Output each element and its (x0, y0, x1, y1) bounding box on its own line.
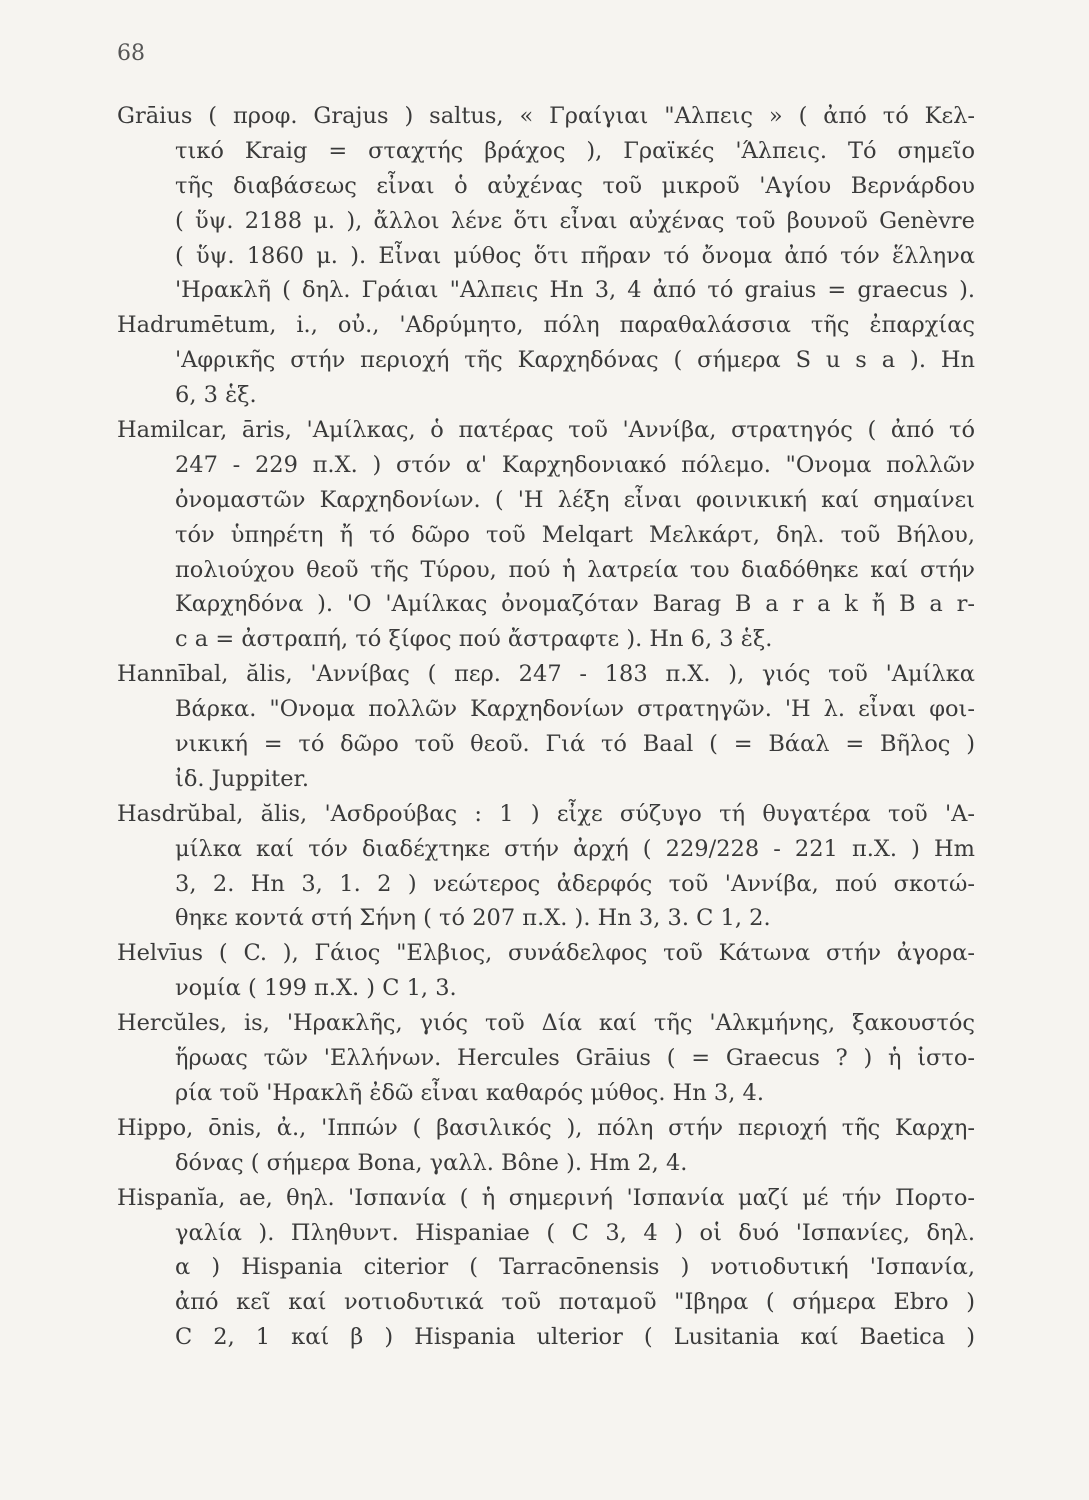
entry-continuation-line: ( ὕψ. 2188 μ. ), ἄλλοι λένε ὅτι εἶναι αὐχένας τοῦ βουνοῦ Genèvre (175, 207, 975, 234)
entry-headword-line: Grāius ( προφ. Grajus ) saltus, « Γραίγιαι "Αλπεις » ( ἀπό τό Κελ- (117, 103, 975, 129)
entry-headword-line: Hadrumētum, i., οὐ., 'Αδρύμητο, πόλη παραθαλάσσια τῆς ἐπαρχίας (117, 312, 975, 339)
entry-continuation-line: θηκε κοντά στή Σήνη ( τό 207 π.Χ. ). Hn 3, 3. C 1, 2. (175, 905, 771, 932)
entry-continuation-line: 6, 3 ἑξ. (175, 382, 257, 409)
entry-headword-line: Helvīus ( C. ), Γάιος "Ελβιος, συνάδελφος τοῦ Κάτωνα στήν ἀγορα- (117, 940, 975, 967)
entry-continuation-line: ἀπό κεῖ καί νοτιοδυτικά τοῦ ποταμοῦ "Ιβηρα ( σήμερα Ebro ) (175, 1289, 975, 1316)
entry-continuation-line: πολιούχου θεοῦ τῆς Τύρου, πού ἡ λατρεία του διαδόθηκε καί στήν (175, 556, 975, 583)
entry-headword-line: Hamilcar, āris, 'Αμίλκας, ὁ πατέρας τοῦ 'Αννίβα, στρατηγός ( ἀπό τό (117, 417, 975, 444)
entry-continuation-line: γαλία ). Πληθυντ. Hispaniae ( C 3, 4 ) οἱ δυό 'Ισπανίες, δηλ. (175, 1219, 975, 1246)
entry-continuation-line: τόν ὑπηρέτη ἤ τό δῶρο τοῦ Melqart Μελκάρτ, δηλ. τοῦ Βήλου, (175, 521, 975, 548)
entry-continuation-line: μίλκα καί τόν διαδέχτηκε στήν ἀρχή ( 229/228 - 221 π.Χ. ) Hm (175, 835, 975, 862)
entry-continuation-line: ὀνομαστῶν Καρχηδονίων. ( 'Η λέξη εἶναι φοινικική καί σημαίνει (175, 486, 975, 513)
entry-continuation-line: ἰδ. Juppiter. (175, 765, 309, 792)
entry-headword-line: Hasdrŭbal, ălis, 'Ασδρούβας : 1 ) εἶχε σύζυγο τή θυγατέρα τοῦ 'Α- (117, 800, 975, 827)
entry-continuation-line: δόνας ( σήμερα Bona, γαλλ. Bône ). Hm 2, 4. (175, 1149, 688, 1176)
entry-continuation-line: 'Ηρακλῆ ( δηλ. Γράιαι "Αλπεις Hn 3, 4 ἀπό τό graius = graecus ). (175, 277, 975, 304)
entry-continuation-line: νικική = τό δῶρο τοῦ θεοῦ. Γιά τό Baal ( = Βάαλ = Βῆλος ) (175, 731, 975, 758)
entry-headword-line: Hispanĭa, ae, θηλ. 'Ισπανία ( ἡ σημερινή 'Ισπανία μαζί μέ τήν Πορτο- (117, 1184, 975, 1211)
entry-continuation-line: ( ὕψ. 1860 μ. ). Εἶναι μύθος ὅτι πῆραν τό ὄνομα ἀπό τόν ἕλληνα (175, 242, 975, 269)
entry-continuation-line: C 2, 1 καί β ) Hispania ulterior ( Lusitania καί Baetica ) (175, 1324, 975, 1351)
entry-continuation-line: ρία τοῦ 'Ηρακλῆ ἐδῶ εἶναι καθαρός μύθος. Hn 3, 4. (175, 1079, 765, 1106)
entry-continuation-line: 247 - 229 π.Χ. ) στόν α' Καρχηδονιακό πόλεμο. "Ονομα πολλῶν (175, 451, 975, 478)
entry-continuation-line: τῆς διαβάσεως εἶναι ὁ αὐχένας τοῦ μικροῦ 'Αγίου Βερνάρδου (175, 172, 975, 199)
entry-continuation-line: 3, 2. Hn 3, 1. 2 ) νεώτερος ἀδερφός τοῦ 'Αννίβα, πού σκοτώ- (175, 870, 975, 897)
entry-headword-line: Hannībal, ălis, 'Αννίβας ( περ. 247 - 183 π.Χ. ), γιός τοῦ 'Αμίλκα (117, 661, 975, 688)
entry-continuation-line: Βάρκα. "Ονομα πολλῶν Καρχηδονίων στρατηγῶν. 'Η λ. εἶναι φοι- (175, 696, 975, 723)
entry-continuation-line: ἥρωας τῶν 'Ελλήνων. Hercules Grāius ( = Graecus ? ) ἡ ἱστο- (175, 1045, 975, 1072)
entry-continuation-line: α ) Hispania citerior ( Tarracōnensis ) νοτιοδυτική 'Ισπανία, (175, 1254, 975, 1281)
page-number: 68 (117, 41, 145, 66)
glossary-text (117, 99, 975, 1355)
entry-continuation-line: Καρχηδόνα ). 'Ο 'Αμίλκας ὀνομαζόταν Barag B a r a k ἤ B a r- (175, 591, 975, 618)
entry-continuation-line: 'Αφρικῆς στήν περιοχή τῆς Καρχηδόνας ( σήμερα S u s a ). Hn (175, 347, 975, 374)
entry-headword-line: Hippo, ōnis, ἀ., 'Ιππών ( βασιλικός ), πόλη στήν περιοχή τῆς Καρχη- (117, 1114, 975, 1141)
entry-headword-line: Hercŭles, is, 'Ηρακλῆς, γιός τοῦ Δία καί τῆς 'Αλκμήνης, ξακουστός (117, 1010, 975, 1037)
entry-continuation-line: τικό Kraig = σταχτής βράχος ), Γραϊκές 'Άλπεις. Τό σημεῖο (175, 137, 975, 164)
entry-continuation-line: c a = ἀστραπή, τό ξίφος πού ἄστραφτε ). Hn 6, 3 ἑξ. (175, 626, 773, 653)
entry-continuation-line: νομία ( 199 π.Χ. ) C 1, 3. (175, 975, 457, 1002)
